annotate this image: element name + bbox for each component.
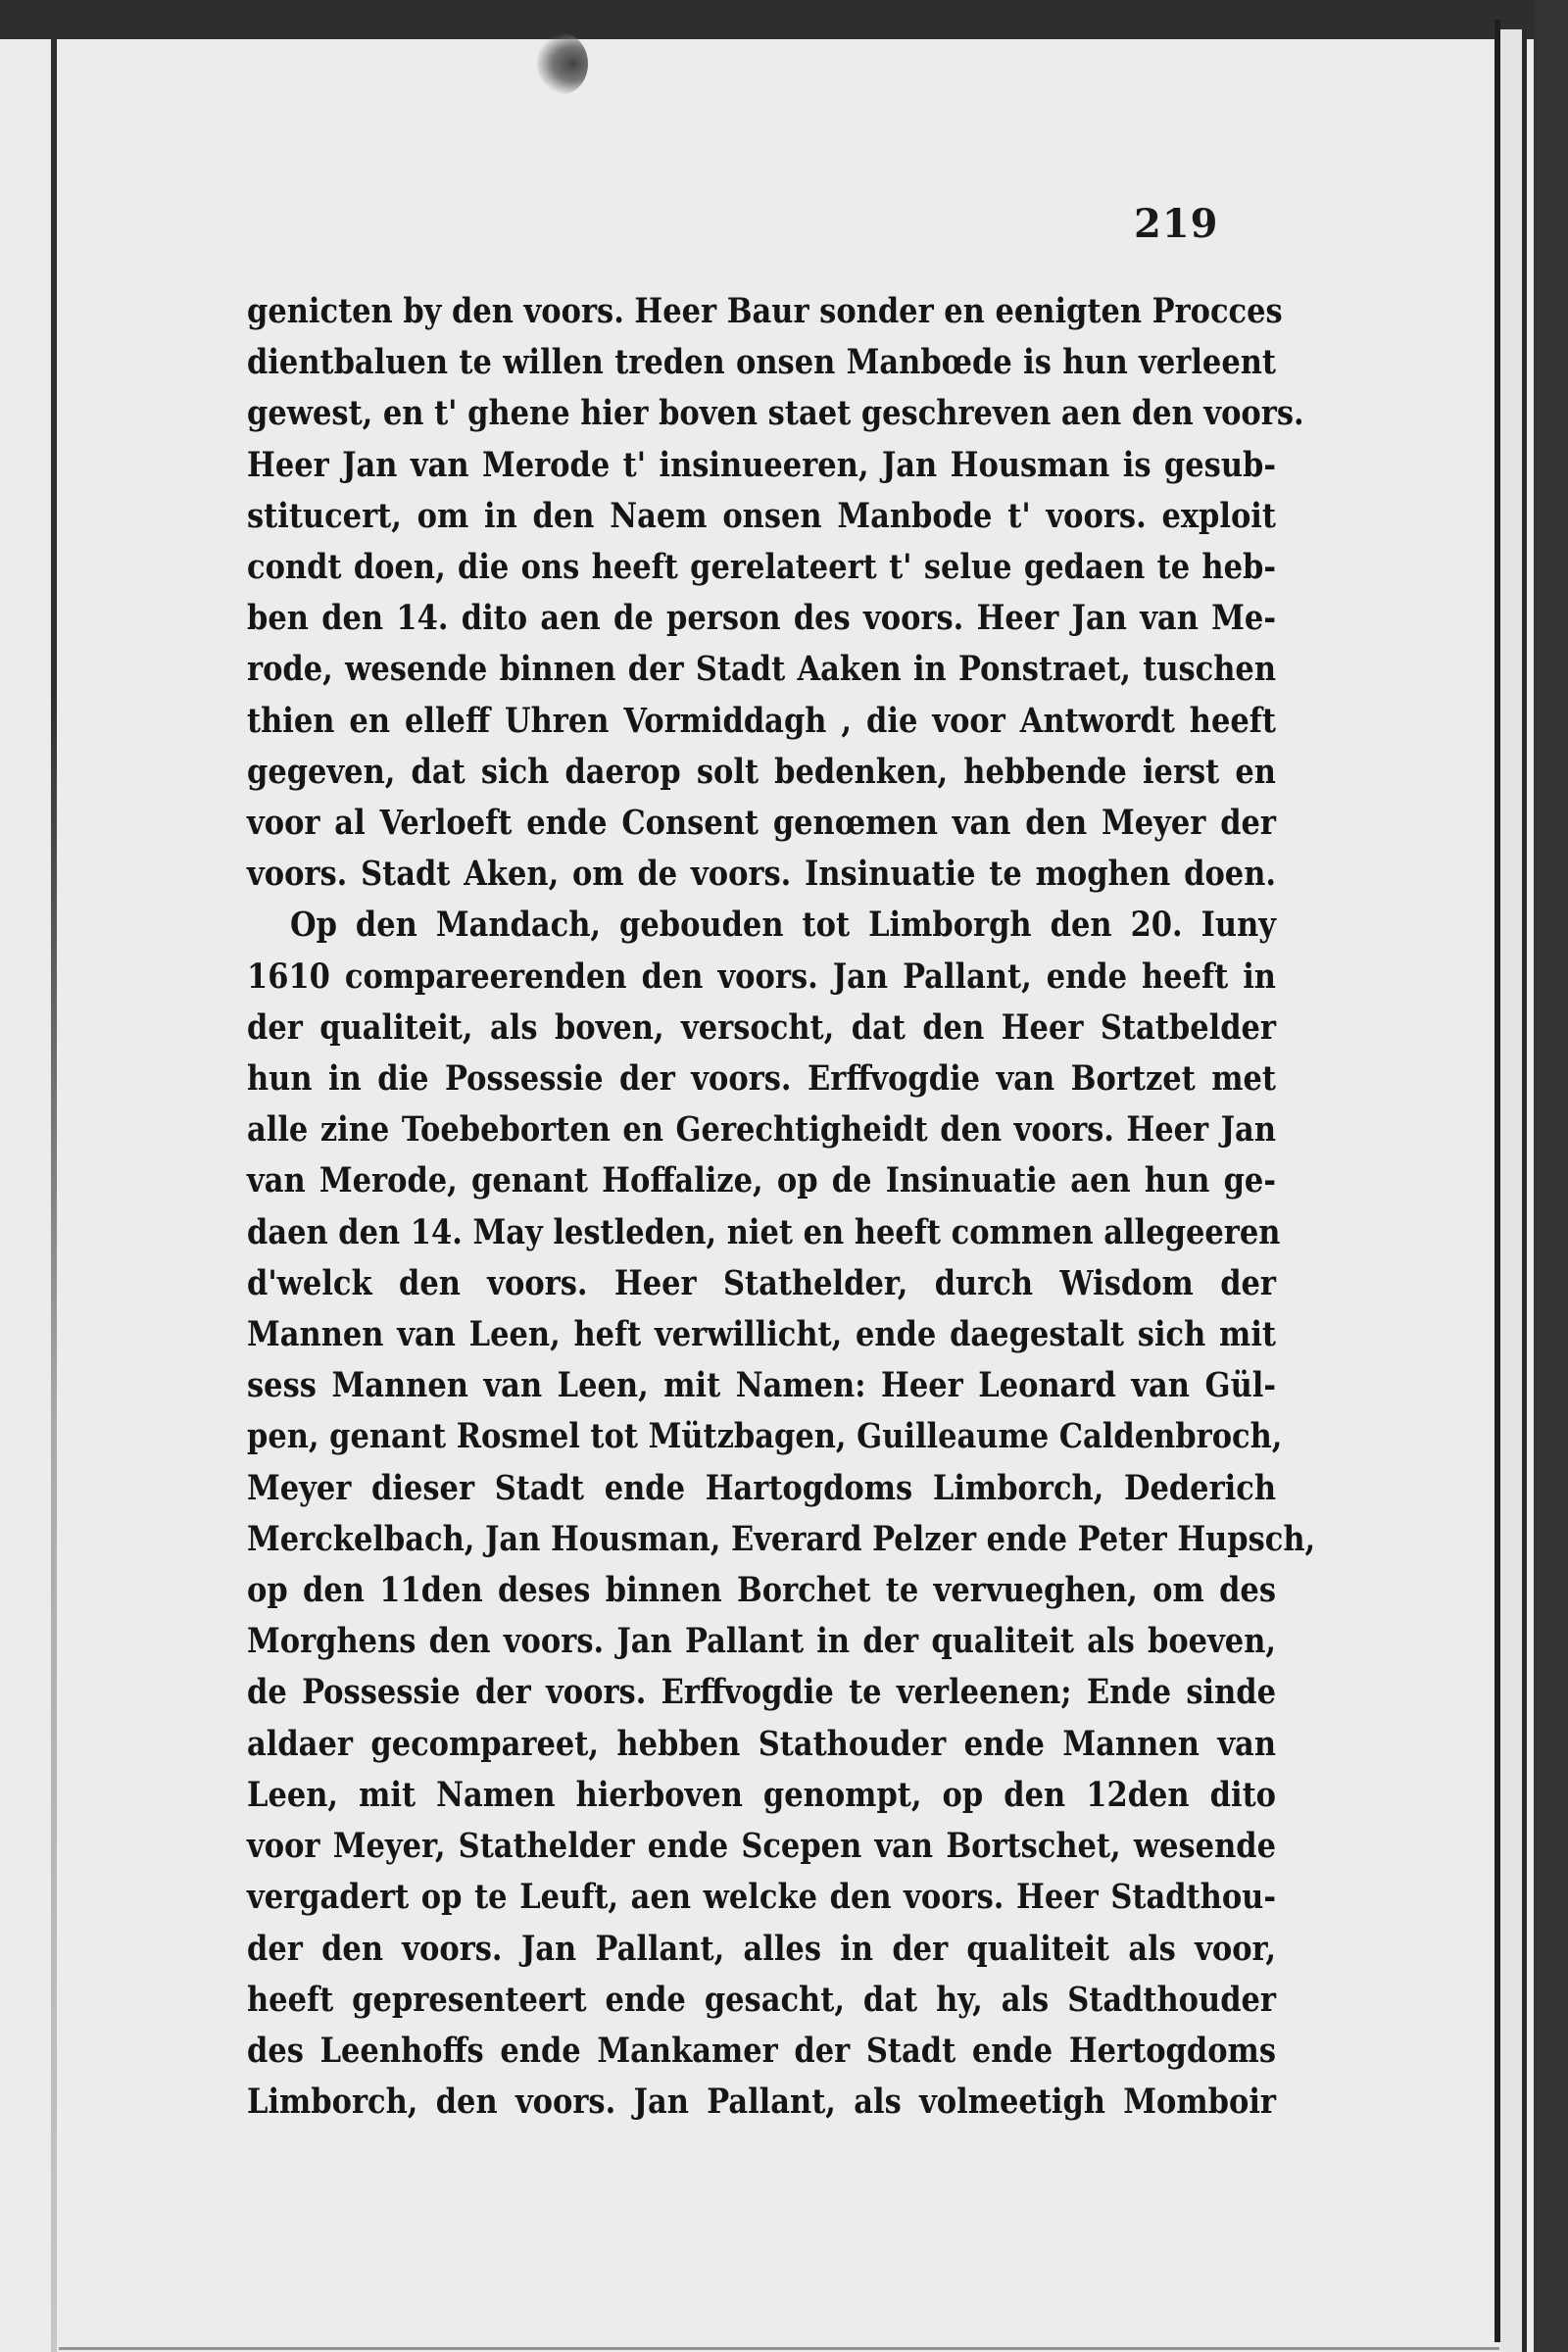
paragraph-start-line: Op den Mandach, gebouden tot Limborgh den 20. Iuny xyxy=(290,906,1276,946)
text-line: de Possessie der voors. Erffvogdie te verleenen; Ende sinde xyxy=(247,1673,1276,1713)
text-line: vergadert op te Leuft, aen welcke den voors. Heer Stadthou- xyxy=(247,1878,1276,1918)
text-line: hun in die Possessie der voors. Erffvogdie van Bortzet met xyxy=(247,1058,1276,1100)
text-line: Mannen van Leen, heft verwillicht, ende daegestalt sich mit xyxy=(247,1314,1276,1355)
text-line: genicten by den voors. Heer Baur sonder en eenigten Procces xyxy=(247,291,1283,332)
scan-left-rule xyxy=(51,37,57,2352)
text-line: Meyer dieser Stadt ende Hartogdoms Limborch, Dederich xyxy=(247,1468,1276,1508)
text-line: dientbaluen te willen treden onsen Manbœde is hun verleent xyxy=(247,343,1276,383)
text-line: van Merode, genant Hoffalize, op de Insinuatie aen hun ge- xyxy=(247,1161,1276,1201)
text-line: rode, wesende binnen der Stadt Aaken in Ponstraet, tuschen xyxy=(247,650,1276,690)
text-line: Heer Jan van Merode t' insinueeren, Jan Housman is gesub- xyxy=(247,445,1276,485)
text-line: alle zine Toebeborten en Gerechtigheidt den voors. Heer Jan xyxy=(247,1110,1276,1151)
text-line: gewest, en t' ghene hier boven staet geschreven aen den voors. xyxy=(247,394,1304,434)
scan-right-strip xyxy=(1500,29,1522,2352)
text-line: pen, genant Rosmel tot Mützbagen, Guilleaume Caldenbroch, xyxy=(247,1417,1283,1457)
page-number: 219 xyxy=(1134,201,1219,247)
scan-right-rule-outer xyxy=(1522,29,1527,2352)
text-line: gegeven, dat sich daerop solt bedenken, hebbende ierst en xyxy=(247,752,1276,792)
text-line: Merckelbach, Jan Housman, Everard Pelzer ende Peter Hupsch, xyxy=(247,1519,1316,1560)
text-line: op den 11den deses binnen Borchet te vervueghen, om des xyxy=(247,1570,1276,1611)
text-line: thien en elleff Uhren Vormiddagh , die voor Antwordt heeft xyxy=(247,701,1276,741)
text-line: Limborch, den voors. Jan Pallant, als volmeetigh Momboir xyxy=(247,2082,1276,2123)
text-line: des Leenhoffs ende Mankamer der Stadt ende Hertogdoms xyxy=(247,2031,1276,2072)
body-text xyxy=(247,286,1316,2128)
text-line: stitucert, om in den Naem onsen Manbode t' voors. exploit xyxy=(247,496,1276,536)
text-line: 1610 compareerenden den voors. Jan Pallant, ende heeft in xyxy=(247,956,1276,997)
text-line: ben den 14. dito aen de person des voors. Heer Jan van Me- xyxy=(247,599,1276,639)
text-line: aldaer gecompareet, hebben Stathouder ende Mannen van xyxy=(247,1724,1276,1764)
scan-top-border xyxy=(0,0,1568,39)
text-line: voor Meyer, Stathelder ende Scepen van Bortschet, wesende xyxy=(247,1826,1276,1867)
text-line: der den voors. Jan Pallant, alles in der qualiteit als voor, xyxy=(247,1929,1276,1969)
text-line: daen den 14. May lestleden, niet en heeft commen allegeeren xyxy=(247,1212,1281,1252)
text-line: voors. Stadt Aken, om de voors. Insinuatie te moghen doen. xyxy=(247,855,1276,895)
text-line: condt doen, die ons heeft gerelateert t' selue gedaen te heb- xyxy=(247,547,1276,588)
text-line: voor al Verloeft ende Consent genœmen van den Meyer der xyxy=(247,803,1276,844)
text-line: Morghens den voors. Jan Pallant in der qualiteit als boeven, xyxy=(247,1622,1276,1662)
ink-blot xyxy=(537,33,588,94)
scan-bottom-rule xyxy=(59,2347,1499,2350)
text-line: d'welck den voors. Heer Stathelder, durch Wisdom der xyxy=(247,1263,1276,1304)
text-line: der qualiteit, als boven, versocht, dat den Heer Statbelder xyxy=(247,1007,1276,1048)
text-line: Leen, mit Namen hierboven genompt, op den 12den dito xyxy=(247,1775,1276,1816)
text-line: heeft gepresenteert ende gesacht, dat hy, als Stadthouder xyxy=(247,1980,1276,2020)
scan-right-edge xyxy=(1534,0,1568,2352)
text-line: sess Mannen van Leen, mit Namen: Heer Leonard van Gül- xyxy=(247,1366,1276,1406)
